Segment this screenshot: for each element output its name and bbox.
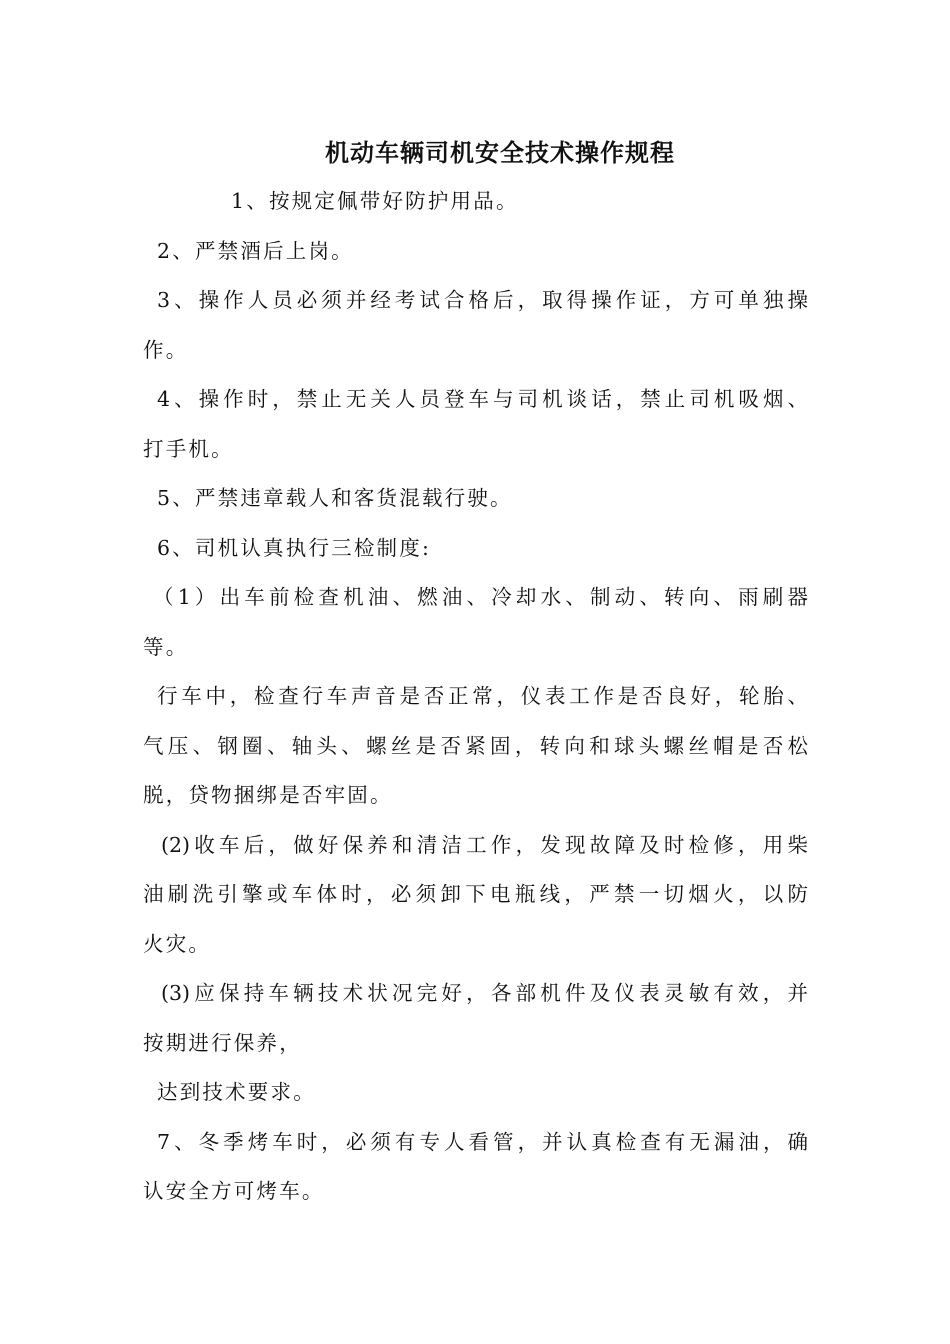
rule-4-line-1: 4、操作时，禁止无关人员登车与司机谈话，禁止司机吸烟、 bbox=[157, 387, 808, 411]
rule-5-line: 5、严禁违章载人和客货混载行驶。 bbox=[157, 486, 513, 510]
rule-3-line-2: 作。 bbox=[143, 337, 189, 362]
rule-7-line-2: 认安全方可烤车。 bbox=[143, 1179, 325, 1203]
rule-6-item-3-line-1: (3)应保持车辆技术状况完好，各部机件及仪表灵敏有效，并 bbox=[161, 981, 808, 1005]
document-body bbox=[143, 184, 808, 1224]
rule-7-line-1: 7、冬季烤车时，必须有专人看管，并认真检查有无漏油，确 bbox=[157, 1129, 808, 1154]
rule-6-item-3-line-2: 按期进行保养， bbox=[143, 1030, 302, 1055]
rule-6-item-2-line-1: (2)收车后，做好保养和清洁工作，发现故障及时检修，用柴 bbox=[161, 832, 808, 857]
rule-6-driving-line-3: 脱，贷物捆绑是否牢固。 bbox=[143, 783, 393, 807]
document-title: 机动车辆司机安全技术操作规程 bbox=[325, 139, 675, 167]
rule-1-line: 1、按规定佩带好防护用品。 bbox=[231, 189, 519, 213]
rule-6-driving-line-2: 气压、钢圈、轴头、螺丝是否紧固，转向和球头螺丝帽是否松 bbox=[143, 733, 808, 758]
rule-4-line-2: 打手机。 bbox=[143, 436, 234, 461]
rule-6-item-3-line-3: 达到技术要求。 bbox=[157, 1080, 316, 1104]
rule-6-driving-line-1: 行车中，检查行车声音是否正常，仪表工作是否良好，轮胎、 bbox=[157, 684, 808, 708]
rule-6-item-1-line-2: 等。 bbox=[143, 634, 189, 659]
rule-6-item-1-line-1: （1）出车前检查机油、燃油、冷却水、制动、转向、雨刷器 bbox=[153, 585, 808, 609]
rule-2-line: 2、严禁酒后上岗。 bbox=[157, 238, 354, 263]
rule-6-item-2-line-3: 火灾。 bbox=[143, 931, 212, 956]
rule-3-line-1: 3、操作人员必须并经考试合格后，取得操作证，方可单独操 bbox=[157, 288, 808, 312]
rule-6-item-2-line-2: 油刷洗引擎或车体时，必须卸下电瓶线，严禁一切烟火，以防 bbox=[143, 882, 808, 906]
rule-6-line: 6、司机认真执行三检制度: bbox=[157, 535, 432, 560]
